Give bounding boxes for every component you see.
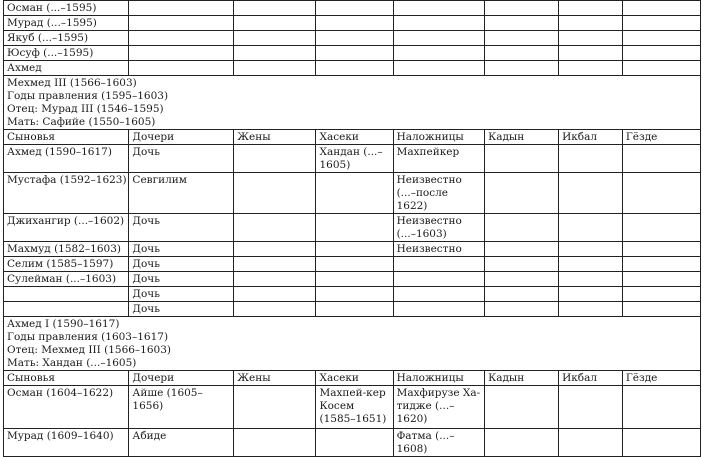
- header-concubines: Наложницы: [393, 371, 484, 386]
- cell-sons: Мустафа (1592–1623): [4, 173, 129, 214]
- cell-ikbal: [559, 272, 623, 287]
- cell-kadin: [485, 257, 559, 272]
- cell-ikbal: [559, 46, 623, 61]
- cell-daughters: [129, 31, 234, 46]
- cell-ikbal: [559, 386, 623, 429]
- cell-gozde: [622, 1, 700, 16]
- cell-sons: Осман (...–1595): [4, 1, 129, 16]
- cell-concubines: [393, 1, 484, 16]
- header-row: [4, 371, 701, 386]
- table-row: [4, 16, 701, 31]
- cell-gozde: [622, 145, 700, 173]
- cell-sons: Якуб (...–1595): [4, 31, 129, 46]
- cell-ikbal: [559, 61, 623, 76]
- cell-concubines: [393, 46, 484, 61]
- header-kadin: Кадын: [485, 371, 559, 386]
- cell-wives: [234, 429, 316, 457]
- cell-daughters: Дочь: [129, 272, 234, 287]
- header-kadin: Кадын: [485, 130, 559, 145]
- cell-concubines: Неизвестно (...–1603): [393, 214, 484, 242]
- cell-haseki: [316, 1, 393, 16]
- cell-haseki: [316, 31, 393, 46]
- cell-wives: [234, 257, 316, 272]
- cell-concubines: [393, 272, 484, 287]
- header-daughters: Дочери: [129, 371, 234, 386]
- header-wives: Жены: [234, 130, 316, 145]
- cell-haseki: [316, 61, 393, 76]
- cell-kadin: [485, 46, 559, 61]
- sultan-info-line: Ахмед I (1590–1617): [7, 318, 120, 330]
- cell-ikbal: [559, 429, 623, 457]
- table-row: [4, 46, 701, 61]
- cell-sons: Ахмед: [4, 61, 129, 76]
- genealogy-table-body: [4, 1, 701, 457]
- cell-haseki: [316, 257, 393, 272]
- genealogy-table: [3, 0, 701, 457]
- cell-haseki: Махпей-кер Косем (1585–1651): [316, 386, 393, 429]
- table-row: [4, 1, 701, 16]
- cell-daughters: Дочь: [129, 302, 234, 317]
- cell-sons: Махмуд (1582–1603): [4, 242, 129, 257]
- cell-ikbal: [559, 173, 623, 214]
- cell-ikbal: [559, 145, 623, 173]
- cell-ikbal: [559, 31, 623, 46]
- cell-wives: [234, 242, 316, 257]
- cell-wives: [234, 214, 316, 242]
- cell-wives: [234, 16, 316, 31]
- cell-kadin: [485, 214, 559, 242]
- cell-haseki: [316, 302, 393, 317]
- cell-wives: [234, 302, 316, 317]
- cell-sons: Сулейман (...–1603): [4, 272, 129, 287]
- cell-haseki: [316, 16, 393, 31]
- cell-gozde: [622, 16, 700, 31]
- sultan-info-line: Отец: Мехмед III (1566–1603): [7, 344, 171, 356]
- cell-wives: [234, 61, 316, 76]
- cell-kadin: [485, 272, 559, 287]
- table-row: [4, 145, 701, 173]
- table-row: [4, 214, 701, 242]
- sultan-info-line: Отец: Мурад III (1546–1595): [7, 103, 164, 115]
- sultan-info-line: Мехмед III (1566–1603): [7, 77, 137, 89]
- header-daughters: Дочери: [129, 130, 234, 145]
- cell-sons: Мурад (...–1595): [4, 16, 129, 31]
- header-wives: Жены: [234, 371, 316, 386]
- table-row: [4, 61, 701, 76]
- cell-gozde: [622, 272, 700, 287]
- table-row: [4, 173, 701, 214]
- cell-daughters: [129, 61, 234, 76]
- cell-concubines: [393, 16, 484, 31]
- cell-concubines: [393, 31, 484, 46]
- cell-daughters: Дочь: [129, 242, 234, 257]
- cell-sons: [4, 302, 129, 317]
- cell-haseki: [316, 429, 393, 457]
- cell-daughters: Айше (1605–1656): [129, 386, 234, 429]
- cell-daughters: Дочь: [129, 145, 234, 173]
- cell-wives: [234, 46, 316, 61]
- table-row: [4, 386, 701, 429]
- header-gozde: Гёзде: [622, 371, 700, 386]
- cell-sons: Осман (1604–1622): [4, 386, 129, 429]
- cell-ikbal: [559, 257, 623, 272]
- table-row: [4, 31, 701, 46]
- sultan-info-line: Мать: Хандан (...–1605): [7, 357, 137, 369]
- cell-haseki: [316, 214, 393, 242]
- cell-daughters: Севгилим: [129, 173, 234, 214]
- cell-haseki: [316, 242, 393, 257]
- cell-daughters: Дочь: [129, 257, 234, 272]
- cell-concubines: Фатма (...–1608): [393, 429, 484, 457]
- cell-concubines: Неизвестно (...–после 1622): [393, 173, 484, 214]
- header-row: [4, 130, 701, 145]
- cell-sons: Селим (1585–1597): [4, 257, 129, 272]
- cell-concubines: Неизвестно: [393, 242, 484, 257]
- cell-wives: [234, 272, 316, 287]
- cell-kadin: [485, 302, 559, 317]
- cell-kadin: [485, 173, 559, 214]
- header-gozde: Гёзде: [622, 130, 700, 145]
- header-haseki: Хасеки: [316, 130, 393, 145]
- cell-daughters: [129, 46, 234, 61]
- cell-concubines: [393, 61, 484, 76]
- cell-haseki: [316, 287, 393, 302]
- cell-ikbal: [559, 287, 623, 302]
- cell-gozde: [622, 287, 700, 302]
- header-ikbal: Икбал: [559, 371, 623, 386]
- header-ikbal: Икбал: [559, 130, 623, 145]
- cell-gozde: [622, 386, 700, 429]
- cell-gozde: [622, 242, 700, 257]
- cell-kadin: [485, 145, 559, 173]
- sultan-info-row: [4, 317, 701, 371]
- cell-concubines: [393, 302, 484, 317]
- cell-wives: [234, 31, 316, 46]
- cell-haseki: [316, 46, 393, 61]
- cell-ikbal: [559, 1, 623, 16]
- cell-haseki: [316, 272, 393, 287]
- sultan-info-line: Годы правления (1603–1617): [7, 331, 169, 343]
- cell-daughters: Абиде: [129, 429, 234, 457]
- header-concubines: Наложницы: [393, 130, 484, 145]
- cell-kadin: [485, 429, 559, 457]
- cell-gozde: [622, 214, 700, 242]
- cell-kadin: [485, 61, 559, 76]
- sultan-info: [4, 76, 701, 130]
- cell-kadin: [485, 31, 559, 46]
- header-haseki: Хасеки: [316, 371, 393, 386]
- cell-gozde: [622, 429, 700, 457]
- header-sons: Сыновья: [4, 130, 129, 145]
- sultan-info-row: [4, 76, 701, 130]
- sultan-info-line: Мать: Сафийе (1550–1605): [7, 116, 156, 128]
- cell-gozde: [622, 173, 700, 214]
- table-row: [4, 302, 701, 317]
- cell-wives: [234, 287, 316, 302]
- table-row: [4, 272, 701, 287]
- cell-concubines: Махфирузе Ха-тидже (...–1620): [393, 386, 484, 429]
- cell-concubines: [393, 287, 484, 302]
- cell-wives: [234, 386, 316, 429]
- cell-gozde: [622, 61, 700, 76]
- cell-concubines: Махпейкер: [393, 145, 484, 173]
- cell-ikbal: [559, 214, 623, 242]
- cell-sons: [4, 287, 129, 302]
- cell-kadin: [485, 386, 559, 429]
- cell-daughters: [129, 16, 234, 31]
- cell-ikbal: [559, 242, 623, 257]
- cell-wives: [234, 1, 316, 16]
- cell-concubines: [393, 257, 484, 272]
- cell-kadin: [485, 242, 559, 257]
- cell-gozde: [622, 46, 700, 61]
- cell-daughters: [129, 1, 234, 16]
- cell-sons: Джихангир (...–1602): [4, 214, 129, 242]
- cell-sons: Ахмед (1590–1617): [4, 145, 129, 173]
- table-row: [4, 242, 701, 257]
- cell-daughters: Дочь: [129, 287, 234, 302]
- table-row: [4, 257, 701, 272]
- cell-gozde: [622, 257, 700, 272]
- cell-kadin: [485, 16, 559, 31]
- table-row: [4, 429, 701, 457]
- cell-wives: [234, 173, 316, 214]
- cell-gozde: [622, 302, 700, 317]
- cell-sons: Мурад (1609–1640): [4, 429, 129, 457]
- cell-daughters: Дочь: [129, 214, 234, 242]
- cell-ikbal: [559, 302, 623, 317]
- header-sons: Сыновья: [4, 371, 129, 386]
- sultan-info-line: Годы правления (1595–1603): [7, 90, 169, 102]
- cell-wives: [234, 145, 316, 173]
- cell-haseki: Хандан (...–1605): [316, 145, 393, 173]
- sultan-info: [4, 317, 701, 371]
- cell-gozde: [622, 31, 700, 46]
- table-row: [4, 287, 701, 302]
- cell-sons: Юсуф (...–1595): [4, 46, 129, 61]
- cell-kadin: [485, 1, 559, 16]
- cell-haseki: [316, 173, 393, 214]
- cell-ikbal: [559, 16, 623, 31]
- cell-kadin: [485, 287, 559, 302]
